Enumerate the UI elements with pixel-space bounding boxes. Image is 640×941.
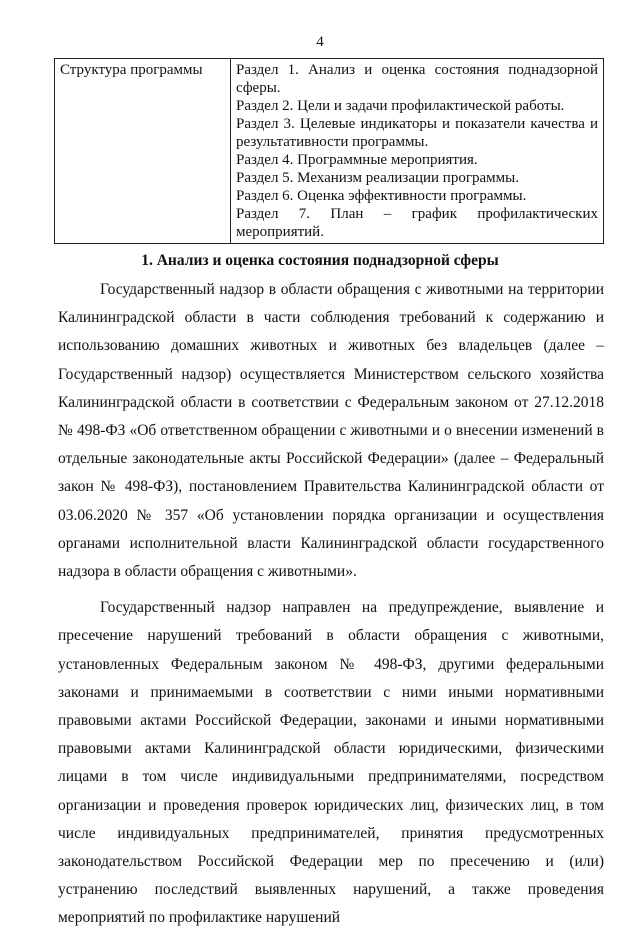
section-item-2: Раздел 2. Цели и задачи профилактической работы. [236, 98, 565, 114]
paragraph-1: Государственный надзор в области обращения с животными на территории Калининградской области в части соблюдения требований к содержанию и использованию домашних животных и животных без владельцев (далее – Государственный надзор) осуществляется Министерством сельского хозяйства Калининградской области в соответствии с Федеральным законом от 27.12.2018 № 498-ФЗ «Об ответственном обращении с животными и о внесении изменений в отдельные законодательные акты Российской Федерации» (далее – Федеральный закон № 498-ФЗ), постановлением Правительства Калининградской области от 03.06.2020 № 357 «Об установлении порядка организации и осуществления органами исполнительной власти Калининградской области государственного надзора в области обращения с животными». [58, 281, 604, 581]
section-item-7: Раздел 7. План – график профилактических мероприятий. [236, 206, 598, 240]
section-heading: 1. Анализ и оценка состояния поднадзорной сферы [141, 252, 499, 269]
program-structure-table [54, 58, 604, 244]
structure-label-cell: Структура программы [55, 59, 231, 244]
section-item-1: Раздел 1. Анализ и оценка состояния поднадзорной сферы. [236, 62, 598, 96]
table-row [55, 59, 604, 244]
body-text [58, 276, 604, 941]
page-number: 4 [316, 34, 324, 50]
section-item-3: Раздел 3. Целевые индикаторы и показатели качества и результативности программы. [236, 116, 598, 150]
section-item-4: Раздел 4. Программные мероприятия. [236, 152, 478, 168]
structure-sections-cell [231, 59, 604, 244]
section-item-5: Раздел 5. Механизм реализации программы. [236, 170, 519, 186]
section-item-6: Раздел 6. Оценка эффективности программы. [236, 188, 527, 204]
paragraph-2: Государственный надзор направлен на предупреждение, выявление и пресечение нарушений требований в области обращения с животными, установленных Федеральным законом № 498-ФЗ, другими федеральными законами и принимаемыми в соответствии с ними иными нормативными правовыми актами Российской Федерации, законами и иными нормативными правовыми актами Калининградской области юридическими, физическими лицами в том числе индивидуальными предпринимателями, посредством организации и проведения проверок юридических лиц, физических лиц, в том числе индивидуальных предпринимателей, принятия предусмотренных законодательством Российской Федерации мер по пресечению и (или) устранению последствий выявленных нарушений, а также проведения мероприятий по профилактике нарушений [58, 599, 604, 927]
